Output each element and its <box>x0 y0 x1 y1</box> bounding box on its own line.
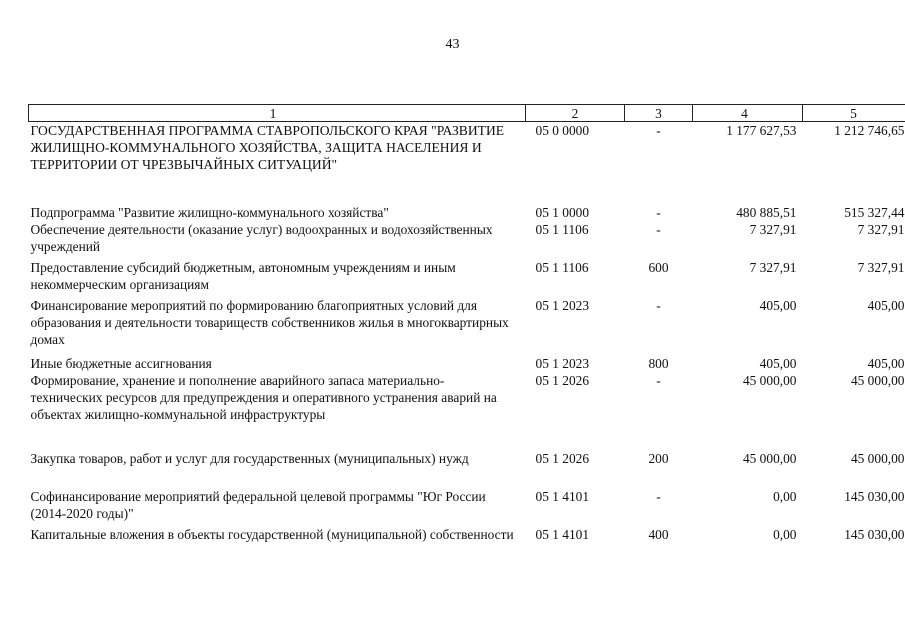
row-code: 05 1 2023 <box>535 297 590 313</box>
row-code: 05 1 2026 <box>535 372 590 388</box>
row-type: - <box>656 372 661 388</box>
row-value-4: 0,00 <box>773 488 797 504</box>
table-row <box>29 259 905 297</box>
table-row <box>29 372 905 450</box>
row-type: 800 <box>648 355 669 371</box>
column-header-5: 5 <box>803 105 905 122</box>
row-value-5: 145 030,00 <box>844 526 905 542</box>
budget-table <box>28 104 905 564</box>
row-value-5: 145 030,00 <box>844 488 905 504</box>
table-header <box>29 105 905 122</box>
row-value-5: 515 327,44 <box>844 204 905 220</box>
row-code: 05 0 0000 <box>535 123 590 138</box>
row-name: Капитальные вложения в объекты государственной (муниципальной) собственности <box>30 526 514 542</box>
row-type: - <box>656 123 661 138</box>
row-type: - <box>656 488 661 504</box>
row-type: 400 <box>648 526 669 542</box>
row-value-5: 405,00 <box>867 297 905 313</box>
row-name: Обеспечение деятельности (оказание услуг) водоохранных и водохозяйственных учреждений <box>30 221 493 254</box>
row-type: - <box>656 221 661 237</box>
row-name: Закупка товаров, работ и услуг для государственных (муниципальных) нужд <box>30 450 469 466</box>
row-code: 05 1 2023 <box>535 355 590 371</box>
row-type: - <box>656 297 661 313</box>
row-code: 05 1 4101 <box>535 488 590 504</box>
row-value-4: 480 885,51 <box>736 204 797 220</box>
row-type: - <box>656 204 661 220</box>
row-name: Иные бюджетные ассигнования <box>30 355 212 371</box>
row-value-4: 405,00 <box>759 297 797 313</box>
column-header-1: 1 <box>29 105 526 122</box>
row-value-5: 405,00 <box>867 355 905 371</box>
header-row <box>29 105 905 122</box>
table-row <box>29 122 905 204</box>
row-code: 05 1 1106 <box>535 259 589 275</box>
row-value-4: 7 327,91 <box>749 259 797 275</box>
row-name: Подпрограмма "Развитие жилищно-коммунального хозяйства" <box>30 204 389 220</box>
row-value-5: 1 212 746,65 <box>834 123 905 138</box>
row-value-5: 7 327,91 <box>857 259 905 275</box>
row-type: 200 <box>648 450 669 466</box>
row-name: Формирование, хранение и пополнение аварийного запаса материально-технических ресурсов для предупреждения и оперативного устранения аварий на объектах жилищно-коммунальной инфраструктуры <box>30 372 497 422</box>
table-row <box>29 355 905 372</box>
row-name: Софинансирование мероприятий федеральной целевой программы "Юг России (2014-2020 годы)" <box>30 488 486 521</box>
table-row <box>29 450 905 488</box>
row-value-4: 45 000,00 <box>742 372 797 388</box>
row-value-4: 1 177 627,53 <box>726 123 797 138</box>
row-name: ГОСУДАРСТВЕННАЯ ПРОГРАММА СТАВРОПОЛЬСКОГО КРАЯ "РАЗВИТИЕ ЖИЛИЩНО-КОММУНАЛЬНОГО ХОЗЯЙСТВА, ЗАЩИТА НАСЕЛЕНИЯ И ТЕРРИТОРИИ ОТ ЧРЕЗВЫЧАЙНЫХ СИТУАЦИЙ" <box>30 123 505 172</box>
table-row <box>29 221 905 259</box>
table-row <box>29 297 905 355</box>
row-code: 05 1 0000 <box>535 204 590 220</box>
row-code: 05 1 1106 <box>535 221 589 237</box>
row-value-5: 45 000,00 <box>850 372 905 388</box>
column-header-4: 4 <box>693 105 803 122</box>
row-type: 600 <box>648 259 669 275</box>
row-code: 05 1 2026 <box>535 450 590 466</box>
column-header-3: 3 <box>625 105 693 122</box>
row-value-5: 45 000,00 <box>850 450 905 466</box>
table-row <box>29 526 905 564</box>
row-name: Предоставление субсидий бюджетным, автономным учреждениям и иным некоммерческим организациям <box>30 259 456 292</box>
table-row <box>29 204 905 221</box>
page-number: 43 <box>445 37 460 52</box>
table-body <box>29 122 905 564</box>
row-value-4: 7 327,91 <box>749 221 797 237</box>
row-value-4: 405,00 <box>759 355 797 371</box>
row-value-4: 0,00 <box>773 526 797 542</box>
table-row <box>29 488 905 526</box>
column-header-2: 2 <box>526 105 625 122</box>
row-value-4: 45 000,00 <box>742 450 797 466</box>
row-name: Финансирование мероприятий по формированию благоприятных условий для образования и деятельности товариществ собственников жилья в многоквартирных домах <box>30 297 509 347</box>
row-value-5: 7 327,91 <box>857 221 905 237</box>
row-code: 05 1 4101 <box>535 526 590 542</box>
